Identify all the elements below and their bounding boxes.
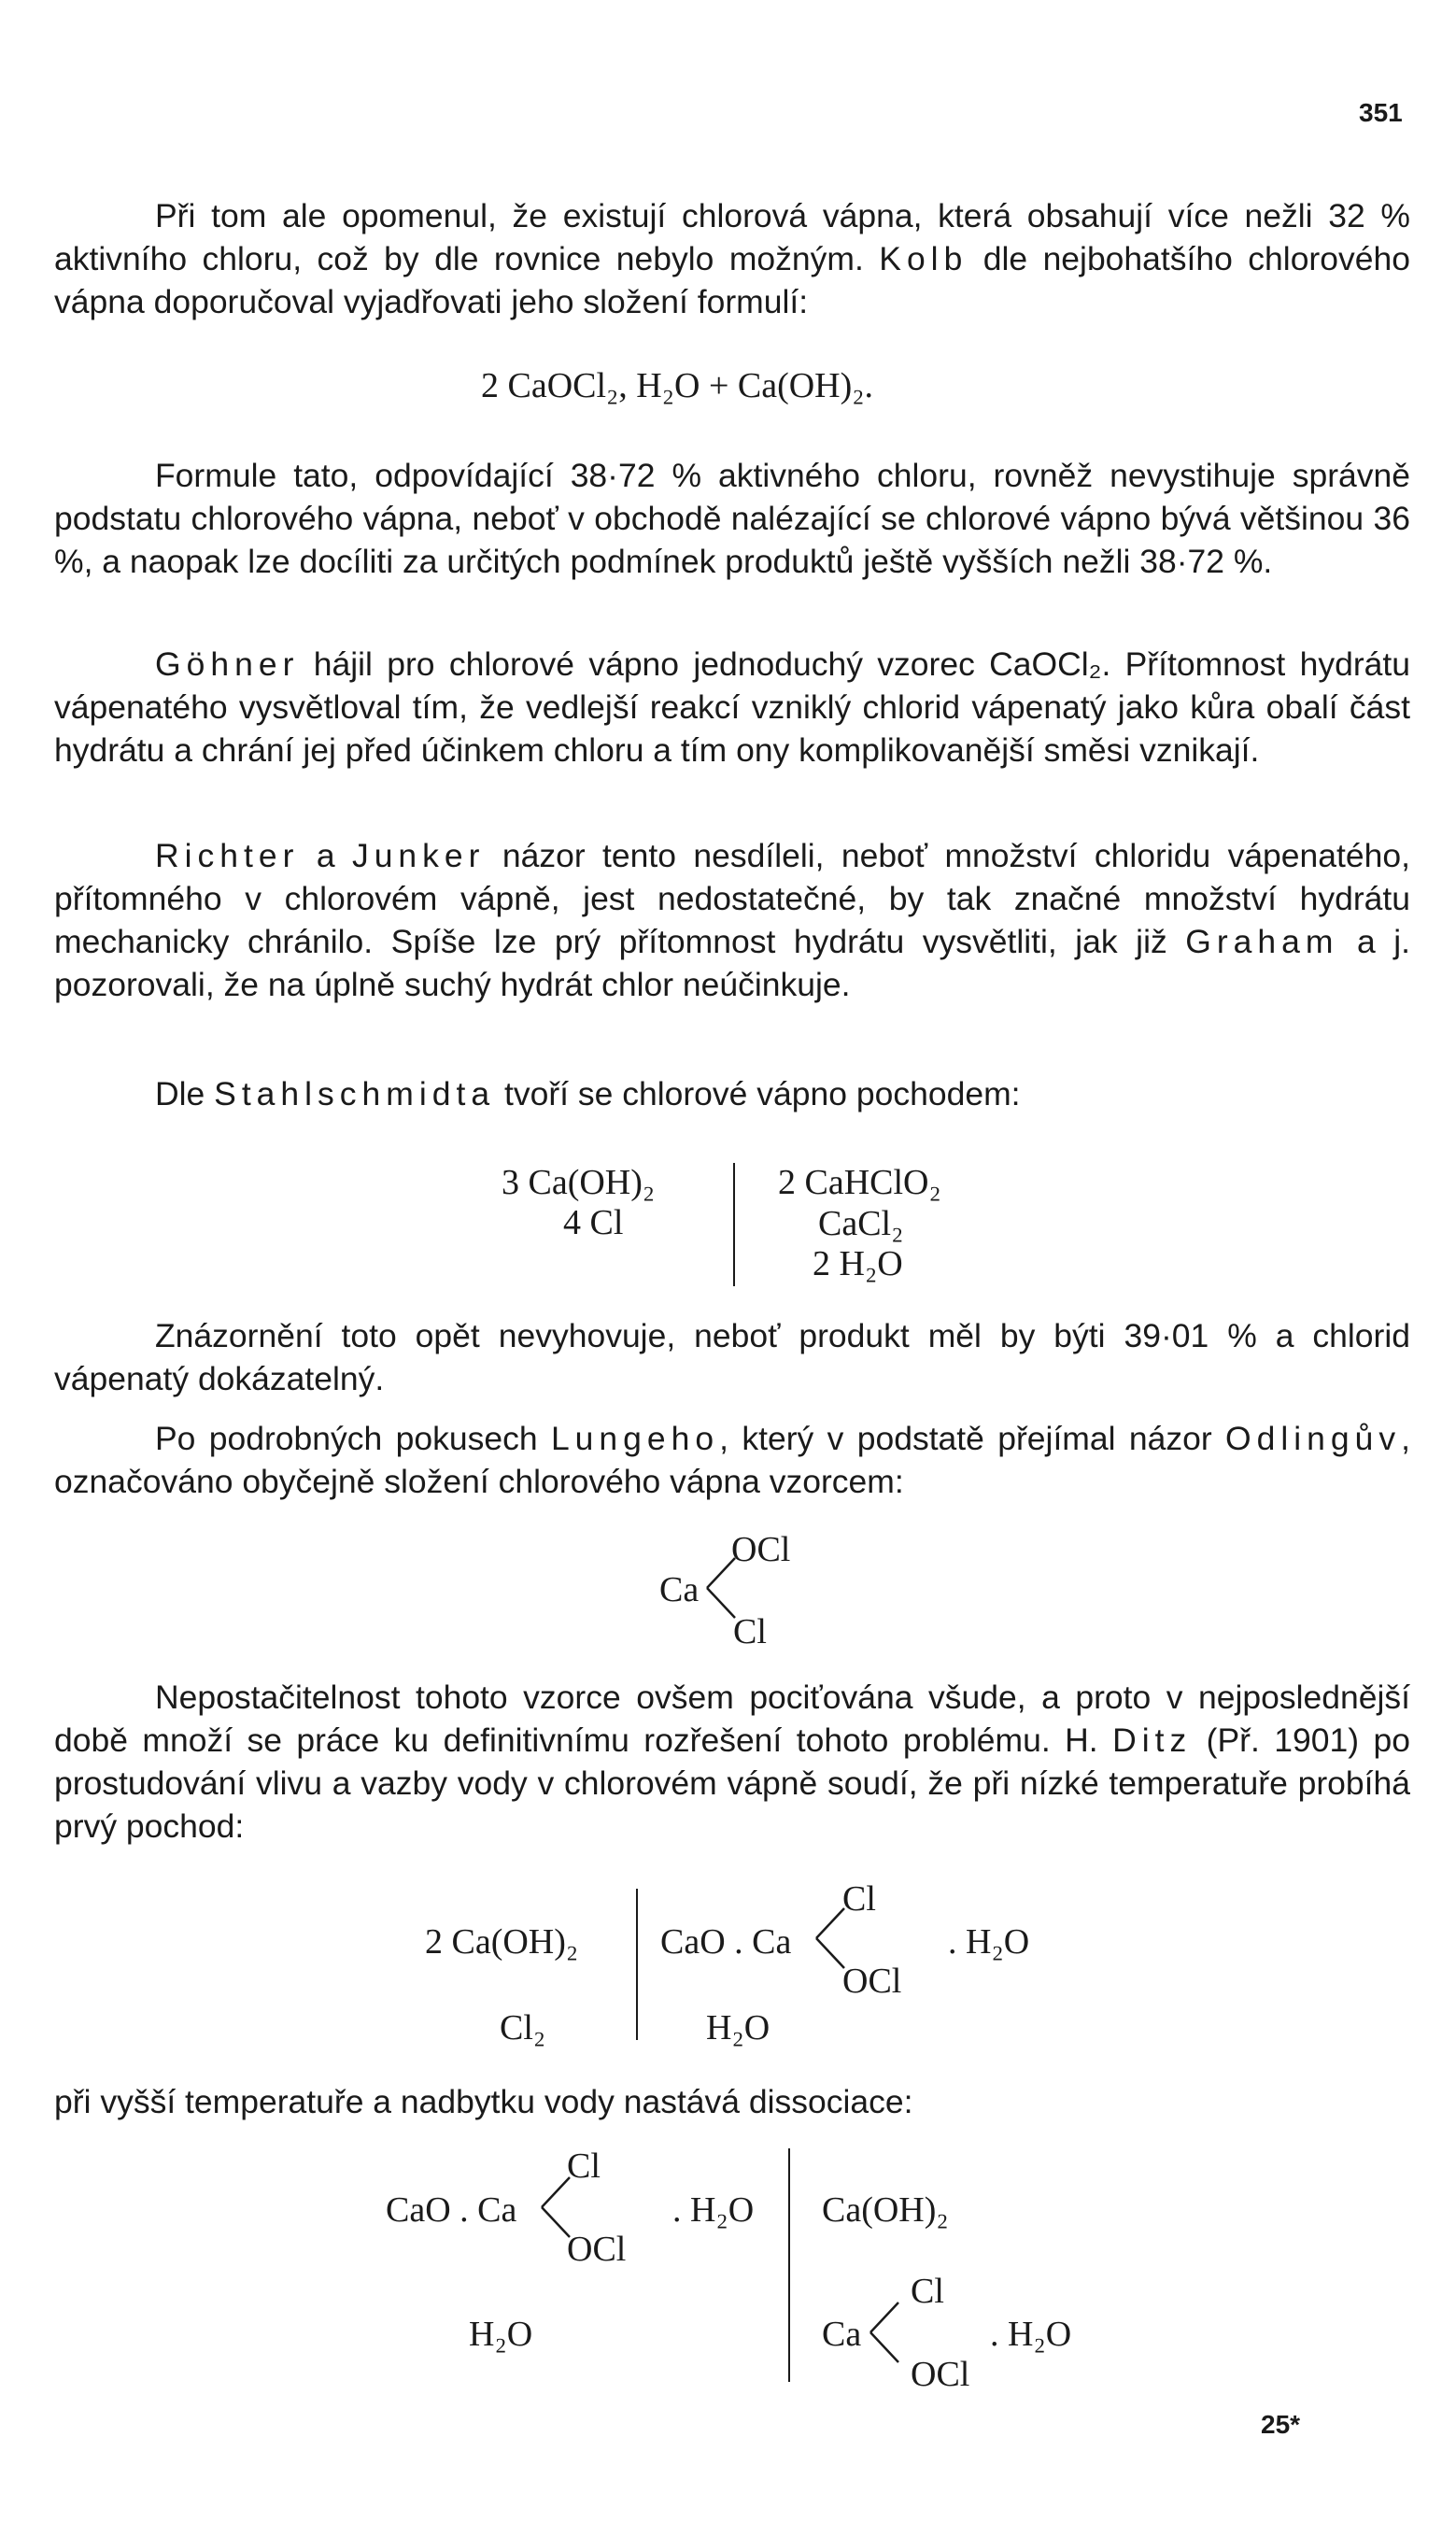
- product-1: 2 CaHClO₂: [778, 1163, 941, 1202]
- r3-right-first: Ca(OH)₂: [822, 2190, 949, 2230]
- paragraph-5-text-b: tvoří se chlorové vápno pochodem:: [495, 1075, 1021, 1112]
- author-gohner: Göhner: [155, 645, 300, 683]
- paragraph-7-text-c: , označováno obyčejně složení chlorového vápna vzorcem:: [54, 1420, 1410, 1500]
- paragraph-2: Formule tato, odpovídající 38·72 % aktivného chloru, rovněž nevystihuje správně podstatu chlorového vápna, neboť v obchodě nalézající se chlorové vápno bývá většinou 36 %, a naopak lze docíliti za určitých podmínek produktů ještě vyšších nežli 38·72 %.: [54, 457, 1410, 580]
- reaction-divider: [733, 1163, 735, 1286]
- product-3: 2 H₂O: [813, 1244, 903, 1283]
- r2-top: Cl: [842, 1879, 876, 1919]
- paragraph-8: [54, 1676, 1410, 1848]
- structure-ocl: OCl: [731, 1530, 791, 1569]
- paragraph-9: při vyšší temperatuře a nadbytku vody nastává dissociace:: [54, 2083, 913, 2120]
- r2-prefix: CaO . Ca: [660, 1922, 792, 1962]
- paragraph-7-text-a: Po podrobných pokusech: [155, 1420, 551, 1457]
- r3-left-top: Cl: [567, 2147, 601, 2186]
- paragraph-4-text-a: a: [299, 837, 352, 874]
- paragraph-8-text-a: Nepostačitelnost tohoto vzorce ovšem pociťována všude, a proto v nejposlednější době množí se práce ku definitivnímu rozřešení tohoto problému. H.: [54, 1679, 1410, 1759]
- paragraph-1-text: Při tom ale opomenul, že existují chlorová vápna, která obsahují více nežli 32 % aktivního chloru, což by dle rovnice nebylo možným.: [54, 197, 1410, 277]
- r3-right-top: Cl: [911, 2272, 944, 2311]
- paragraph-4-text-b: názor tento nesdíleli, neboť množství chloridu vápenatého, přítomného v chlorovém vápně, jest nedostatečné, by tak značné množství hydrátu mechanicky chránilo. Spíše lze prý přítomnost hydrátu vysvětliti, jak již: [54, 837, 1410, 960]
- paragraph-8-text-b: (Př. 1901) po prostudování vlivu a vazby vody v chlorovém vápně soudí, že při nízké temperatuře probíhá prvý pochod:: [54, 1721, 1410, 1845]
- paragraph-5-text-a: Dle: [155, 1075, 215, 1112]
- author-stahlschmidt: Stahlschmidta: [214, 1075, 496, 1112]
- r2-suffix: . H₂O: [948, 1922, 1030, 1962]
- paragraph-3-text: hájil pro chlorové vápno jednoduchý vzorec CaOCl₂. Přítomnost hydrátu vápenatého vysvětloval tím, že vedlejší reakcí vzniklý chlorid vápenatý jako kůra obalí část hydrátu a chrání jej před účinkem chloru a tím ony komplikovanější směsi vznikají.: [54, 645, 1410, 769]
- author-lunge: Lungeho: [550, 1420, 720, 1457]
- r3-prefix: CaO . Ca: [386, 2190, 517, 2230]
- author-graham: Graham: [1185, 923, 1339, 960]
- paragraph-1b-text: dle nejbohatšího chlorového vápna doporučoval vyjadřovati jeho složení formulí:: [54, 240, 1410, 320]
- reactant-2: 4 Cl: [563, 1203, 624, 1242]
- signature-mark: 25*: [1261, 2410, 1301, 2439]
- paragraph-1: [54, 194, 1410, 323]
- r3-divider: [788, 2148, 790, 2382]
- r3-right-suffix: . H₂O: [990, 2315, 1072, 2354]
- reactant-1: 3 Ca(OH)₂: [502, 1163, 656, 1202]
- r3-right-bonds: [869, 2295, 906, 2370]
- page-number: 351: [1359, 98, 1403, 127]
- r3-left-second: H₂O: [469, 2315, 533, 2354]
- paragraph-5: [54, 1072, 1410, 1115]
- r3-left-suffix: . H₂O: [672, 2190, 755, 2230]
- r3-left-bottom: OCl: [567, 2230, 627, 2269]
- r2-product-2: H₂O: [706, 2008, 770, 2047]
- author-richter: Richter: [155, 837, 300, 874]
- r2-divider: [636, 1889, 638, 2040]
- r2-bottom: OCl: [842, 1962, 902, 2001]
- r2-reactant-1: 2 Ca(OH)₂: [425, 1922, 579, 1962]
- paragraph-3: [54, 643, 1410, 772]
- r3-right-bottom: OCl: [911, 2355, 970, 2394]
- paragraph-4: [54, 834, 1410, 1006]
- structure-ca: Ca: [659, 1570, 700, 1609]
- r2-reactant-2: Cl₂: [500, 2008, 546, 2047]
- paragraph-6: Znázornění toto opět nevyhovuje, neboť produkt měl by býti 39·01 % a chlorid vápenatý dokázatelný.: [54, 1317, 1410, 1397]
- author-odling: Odlingův: [1225, 1420, 1402, 1457]
- product-2: CaCl₂: [818, 1204, 904, 1243]
- author-ditz: Ditz: [1112, 1721, 1193, 1759]
- author-kolb: Kolb: [879, 240, 968, 277]
- paragraph-4-text-c: a j. pozorovali, že na úplně suchý hydrát chlor neúčinkuje.: [54, 923, 1410, 1003]
- paragraph-7-text-b: , který v podstatě přejímal názor: [719, 1420, 1225, 1457]
- author-junker: Junker: [351, 837, 486, 874]
- structure-cl: Cl: [733, 1612, 767, 1651]
- paragraph-7: [54, 1417, 1410, 1503]
- r3-right-ca: Ca: [822, 2315, 862, 2354]
- equation-kolb: 2 CaOCl₂, H₂O + Ca(OH)₂.: [481, 366, 874, 405]
